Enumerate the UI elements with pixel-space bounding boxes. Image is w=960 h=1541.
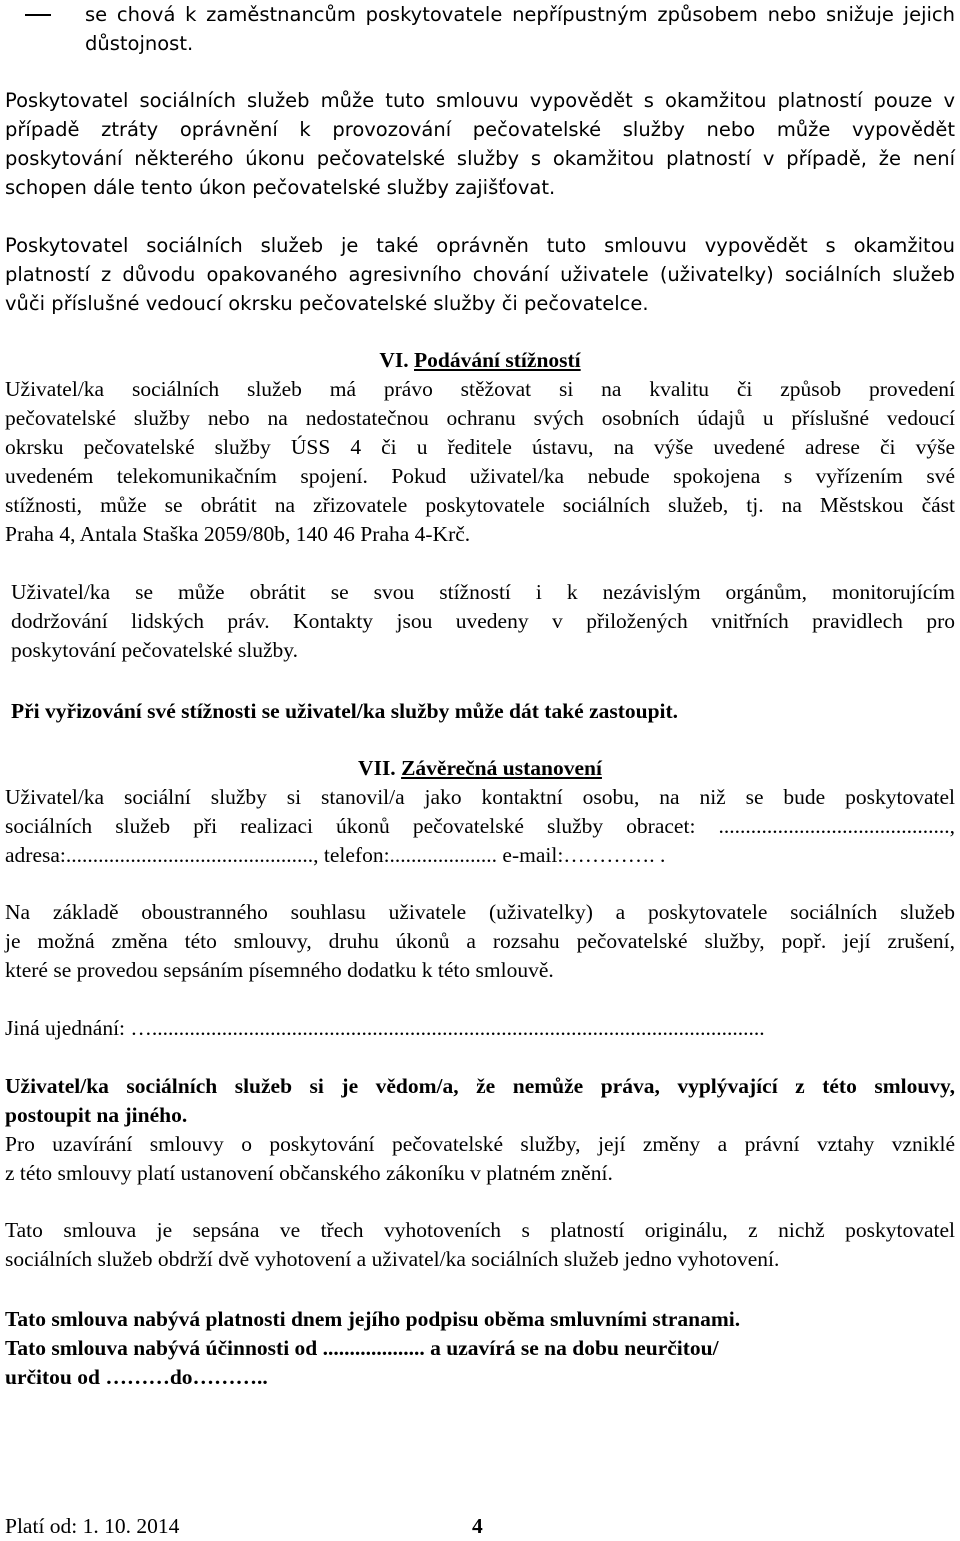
text-line: Uživatel/ka sociálních služeb si je vědom/a, že nemůže práva, vyplývající z této smlouvy, (5, 1074, 955, 1098)
text-line: uvedeném telekomunikačním spojení. Pokud uživatel/ka nebude spokojena s vyřízením své (5, 464, 955, 488)
bullet-line: důstojnost. (85, 32, 194, 55)
text-line: Pro uzavírání smlouvy o poskytování pečovatelské služby, její změny a právní vztahy vzniklé (5, 1132, 955, 1156)
text-line: Praha 4, Antala Staška 2059/80b, 140 46 Praha 4-Krč. (5, 522, 471, 546)
paragraph-copies (5, 1216, 955, 1274)
section-number: VII. (358, 756, 396, 780)
text-line: Jiná ujednání: ….................................................................................................................. (5, 1016, 765, 1040)
text-line: poskytování pečovatelské služby. (11, 638, 298, 662)
section-number: VI. (379, 348, 409, 372)
text-line: okrsku pečovatelské služby ÚSS 4 či u ředitele ústavu, na výše uvedené adrese či výše (5, 435, 955, 459)
bullet-item (5, 0, 955, 58)
text-line: platností z důvodu opakovaného agresivního chování uživatele (uživatelky) sociálních služeb (5, 263, 955, 286)
text-line: sociálních služeb při realizaci úkonů pečovatelské služby obracet: ..........................................., (5, 814, 955, 838)
other-arrangements (5, 1014, 955, 1043)
paragraph-validity (5, 1305, 955, 1392)
text-line: Poskytovatel sociálních služeb může tuto smlouvu vypovědět s okamžitou platností pouze v (5, 89, 955, 112)
text-line: případě ztráty oprávnění k provozování pečovatelské služby nebo může vypovědět (5, 118, 955, 141)
text-line: Tato smlouva je sepsána ve třech vyhotoveních s platností originálu, z nichž poskytovatel (5, 1218, 955, 1242)
text-line: Uživatel/ka sociální služby si stanovil/a jako kontaktní osobu, na niž se bude poskytovatel (5, 785, 955, 809)
text-line: které se provedou sepsáním písemného dodatku k této smlouvě. (5, 958, 554, 982)
paragraph-complaints (5, 375, 955, 549)
page-number: 4 (472, 1514, 483, 1538)
text-line: Uživatel/ka sociálních služeb má právo stěžovat si na kvalitu či způsob provedení (5, 377, 955, 401)
paragraph-independent-bodies (11, 578, 955, 665)
text-line: postoupit na jiného. (5, 1103, 188, 1127)
text-line: určitou od ………do……….. (5, 1365, 268, 1389)
note-representation (11, 697, 955, 726)
section-heading-vi (5, 346, 955, 375)
paragraph-civil-code (5, 1130, 955, 1188)
text-line: poskytování některého úkonu pečovatelské služby s okamžitou platností v případě, že není (5, 147, 955, 170)
text-line: vůči příslušné vedoucí okrsku pečovatelské služby či pečovatelce. (5, 292, 649, 315)
text-line: pečovatelské služby nebo na nedostatečnou ochranu svých osobních údajů u příslušné vedoucí (5, 406, 955, 430)
bullet-line: se chová k zaměstnancům poskytovatele nepřípustným způsobem nebo snižuje jejich (85, 3, 955, 26)
section-title: Závěrečná ustanovení (401, 756, 602, 780)
text-line: Tato smlouva nabývá platnosti dnem jejího podpisu oběma smluvními stranami. (5, 1307, 741, 1331)
text-line: je možná změna této smlouvy, druhu úkonů a rozsahu pečovatelské služby, popř. její zrušení, (5, 929, 955, 953)
paragraph-termination (5, 86, 955, 202)
text-line: Tato smlouva nabývá účinnosti od ................... a uzavírá se na dobu neurčitou/ (5, 1336, 719, 1360)
footer-valid-from: Platí od: 1. 10. 2014 (5, 1514, 180, 1538)
dash-marker (25, 14, 51, 16)
paragraph-no-assignment (5, 1072, 955, 1130)
section-title: Podávání stížností (414, 348, 581, 372)
paragraph-amendment (5, 898, 955, 985)
text-line: z této smlouvy platí ustanovení občanského zákoníku v platném znění. (5, 1161, 613, 1185)
paragraph-aggressive (5, 231, 955, 318)
text-line: stížnosti, může se obrátit na zřizovatele poskytovatele sociálních služeb, tj. na Městskou část (5, 493, 955, 517)
text-line: Uživatel/ka se může obrátit se svou stížností i k nezávislým orgánům, monitorujícím (11, 580, 955, 604)
text-line: schopen dále tento úkon pečovatelské služby zajišťovat. (5, 176, 556, 199)
text-line: Při vyřizování své stížnosti se uživatel/ka služby může dát také zastoupit. (11, 699, 679, 723)
text-line: Na základě oboustranného souhlasu uživatele (uživatelky) a poskytovatele sociálních služeb (5, 900, 955, 924)
text-line: dodržování lidských práv. Kontakty jsou uvedeny v přiložených vnitřních pravidlech pro (11, 609, 955, 633)
text-line: sociálních služeb obdrží dvě vyhotovení a uživatel/ka sociálních služeb jedno vyhotovení. (5, 1247, 780, 1271)
text-line: adresa:.............................................., telefon:.................... e-mail:…………. . (5, 843, 666, 867)
text-line: Poskytovatel sociálních služeb je také oprávněn tuto smlouvu vypovědět s okamžitou (5, 234, 955, 257)
section-heading-vii (5, 754, 955, 783)
paragraph-contact-person (5, 783, 955, 870)
